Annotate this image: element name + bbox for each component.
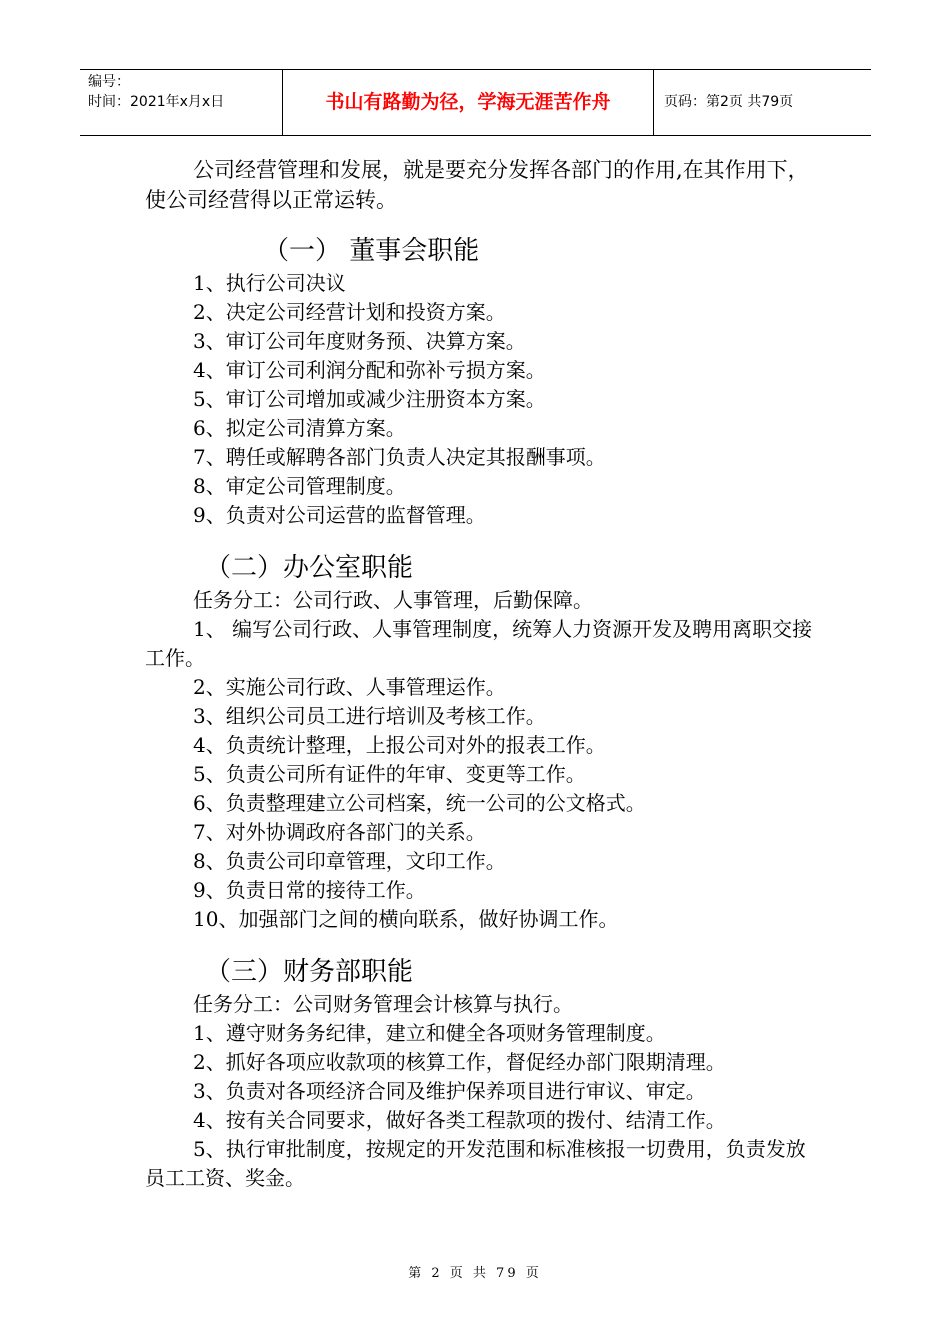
list-item: 9、负责日常的接待工作。 (193, 878, 426, 902)
header-meta-cell (80, 70, 282, 135)
list-item: 4、审订公司利润分配和弥补亏损方案。 (193, 358, 546, 382)
doc-number-label: 编号： (88, 74, 130, 90)
list-item: 3、审订公司年度财务预、决算方案。 (193, 329, 526, 353)
list-item: 7、对外协调政府各部门的关系。 (193, 820, 486, 844)
section-title: （二）办公室职能 (205, 553, 414, 583)
list-item: 8、审定公司管理制度。 (193, 474, 406, 498)
list-item: 1、执行公司决议 (193, 271, 346, 295)
list-item: 2、决定公司经营计划和投资方案。 (193, 300, 506, 324)
list-item: 6、负责整理建立公司档案，统一公司的公文格式。 (193, 791, 646, 815)
list-item: 5、执行审批制度，按规定的开发范围和标准核报一切费用，负责发放员工工资、奖金。 (145, 1137, 806, 1190)
task-assignment: 任务分工：公司行政、人事管理，后勤保障。 (193, 588, 593, 612)
list-item: 3、负责对各项经济合同及维护保养项目进行审议、审定。 (193, 1079, 706, 1103)
list-item: 5、负责公司所有证件的年审、变更等工作。 (193, 762, 586, 786)
doc-date-label: 时间：2021年x月x日 (88, 94, 225, 110)
page-footer: 第 2 页 共 79 页 (408, 1266, 542, 1281)
intro-paragraph: 公司经营管理和发展，就是要充分发挥各部门的作用,在其作用下，使公司经营得以正常运转。 (145, 158, 809, 212)
list-item: 1、 编写公司行政、人事管理制度，统筹人力资源开发及聘用离职交接工作。 (145, 617, 813, 670)
header-table (80, 69, 871, 136)
header-motto: 书山有路勤为径，学海无涯苦作舟 (282, 70, 654, 135)
list-item: 5、审订公司增加或减少注册资本方案。 (193, 387, 546, 411)
list-item: 2、实施公司行政、人事管理运作。 (193, 675, 506, 699)
list-item: 4、负责统计整理，上报公司对外的报表工作。 (193, 733, 606, 757)
list-item: 6、拟定公司清算方案。 (193, 416, 406, 440)
section-title: （一） 董事会职能 (263, 236, 480, 266)
task-assignment: 任务分工：公司财务管理会计核算与执行。 (193, 992, 573, 1016)
document-body (145, 155, 815, 1193)
list-item: 7、聘任或解聘各部门负责人决定其报酬事项。 (193, 445, 606, 469)
list-item: 4、按有关合同要求，做好各类工程款项的拨付、结清工作。 (193, 1108, 726, 1132)
list-item: 1、遵守财务务纪律，建立和健全各项财务管理制度。 (193, 1021, 666, 1045)
section-title: （三）财务部职能 (205, 957, 414, 987)
list-item: 9、负责对公司运营的监督管理。 (193, 503, 486, 527)
header-page-info: 页码：第2页 共79页 (664, 94, 794, 110)
list-item: 2、抓好各项应收款项的核算工作，督促经办部门限期清理。 (193, 1050, 726, 1074)
list-item: 10、加强部门之间的横向联系，做好协调工作。 (193, 907, 619, 931)
list-item: 8、负责公司印章管理，文印工作。 (193, 849, 506, 873)
list-item: 3、组织公司员工进行培训及考核工作。 (193, 704, 546, 728)
